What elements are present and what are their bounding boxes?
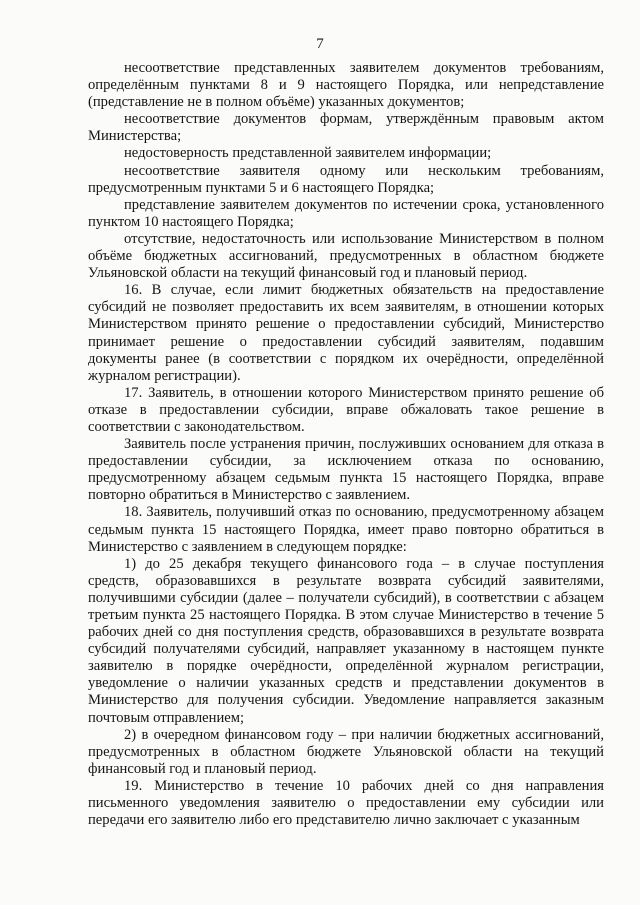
paragraph: отсутствие, недостаточность или использование Министерством в полном объёме бюджетных ассигнований, предусмотренных в областном бюджете Ульяновской области на текущий финансовый год и плановый период. — [88, 230, 604, 282]
paragraph: представление заявителем документов по истечении срока, установленного пунктом 10 настоящего Порядка; — [88, 196, 604, 230]
paragraph: несоответствие документов формам, утверждённым правовым актом Министерства; — [88, 111, 604, 145]
paragraph: 18. Заявитель, получивший отказ по основанию, предусмотренному абзацем седьмым пункта 15 настоящего Порядка, имеет право повторно обратиться в Министерство с заявлением в следующем порядке: — [88, 504, 604, 555]
paragraph: 19. Министерство в течение 10 рабочих дней со дня направления письменного уведомления заявителю о предоставлении ему субсидии или передачи его заявителю либо его представителю лично заключает с указанным — [88, 777, 604, 829]
paragraph: 1) до 25 декабря текущего финансового года – в случае поступления средств, образовавшихся в результате возврата субсидий заявителями, получившими субсидии (далее – получатели субсидий), в соответствии с абзацем третьим пункта 25 настоящего Порядка. В этом случае Министерство в течение 5 рабочих дней со дня поступления средств, образовавшихся в результате возврата субсидий получателями субсидий, направляет указанному в настоящем пункте заявителю в порядке очерёдности, определённой журналом регистрации, уведомление о наличии указанных средств и представлении документов в Министерство для получения субсидии. Уведомление направляется заказным почтовым отправлением; — [88, 555, 604, 726]
paragraph: несоответствие заявителя одному или нескольким требованиям, предусмотренным пунктами 5 и 6 настоящего Порядка; — [88, 162, 604, 196]
paragraph: 2) в очередном финансовом году – при наличии бюджетных ассигнований, предусмотренных в областном бюджете Ульяновской области на текущий финансовый год и плановый период. — [88, 726, 604, 777]
paragraph: недостоверность представленной заявителем информации; — [124, 145, 492, 162]
document-body — [88, 60, 604, 829]
paragraph: несоответствие представленных заявителем документов требованиям, определённым пунктами 8 и 9 настоящего Порядка, или непредставление (представление не в полном объёме) указанных документов; — [88, 60, 604, 111]
page-number: 7 — [316, 36, 324, 52]
paragraph: Заявитель после устранения причин, послуживших основанием для отказа в предоставлении субсидии, за исключением отказа по основанию, предусмотренному абзацем седьмым пункта 15 настоящего Порядка, вправе повторно обратиться в Министерство с заявлением. — [88, 436, 604, 504]
paragraph: 16. В случае, если лимит бюджетных обязательств на предоставление субсидий не позволяет предоставить их всем заявителям, в отношении которых Министерством принято решение о предоставлении субсидий, Министерство принимает решение о предоставлении субсидий заявителям, подавшим документы ранее (в соответствии с порядком их очерёдности, определённой журналом регистрации). — [88, 282, 604, 384]
paragraph: 17. Заявитель, в отношении которого Министерством принято решение об отказе в предоставлении субсидии, вправе обжаловать такое решение в соответствии с законодательством. — [88, 384, 604, 435]
